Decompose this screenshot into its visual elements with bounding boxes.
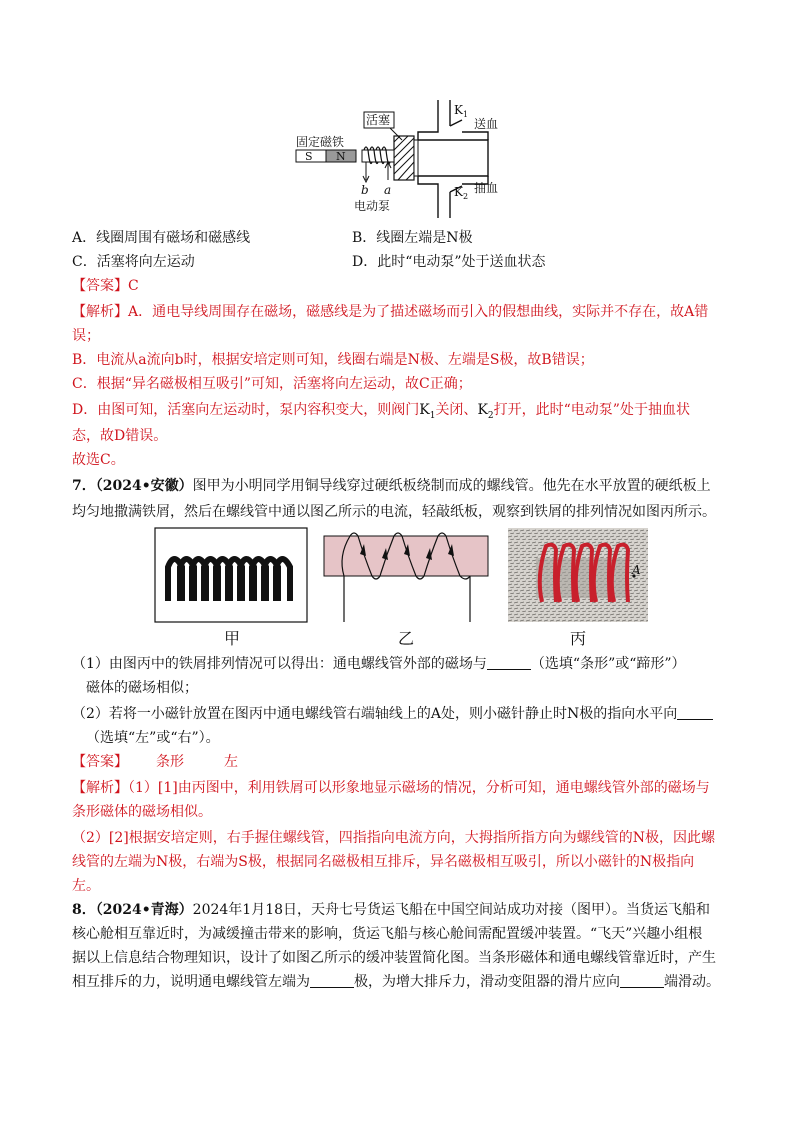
figure-jia xyxy=(154,527,309,623)
q7-explanation-2-end: 左。 xyxy=(72,878,100,894)
q7-number: 7． xyxy=(72,478,96,494)
k2-symbol: K xyxy=(477,402,488,418)
q6-exp-d-k2 xyxy=(477,402,494,421)
q8-source: （2024•青海） xyxy=(95,902,193,918)
q6-conclusion: 故选C。 xyxy=(72,452,125,468)
pump-label: 电动泵 xyxy=(354,199,391,213)
q7-stem-line1 xyxy=(72,476,711,496)
q6-explanation-b: B．电流从a流向b时，根据安培定则可知，线圈右端是N极、左端是S极，故B错误； xyxy=(72,352,594,368)
figure-yi xyxy=(320,528,492,622)
q7-sub1 xyxy=(72,654,686,674)
caption-bing: 丙 xyxy=(569,629,586,648)
q8-stem-line2: 核心舱相互靠近时，为减缓撞击带来的影响，货运飞船与核心舱间需配置缓冲装置。“飞天”兴趣小组根 xyxy=(72,926,703,942)
q8-blank1[interactable] xyxy=(310,973,354,988)
valve-k2-sub: 2 xyxy=(463,192,469,201)
q8-number: 8． xyxy=(72,902,96,918)
valve-k1-sub: 1 xyxy=(463,110,469,119)
q8-stem4-text1: 相互排斥的力，说明通电螺线管左端为 xyxy=(72,974,310,990)
option-b: B．线圈左端是N极 xyxy=(352,230,473,246)
piston-label: 活塞 xyxy=(366,113,391,127)
lead-a-label: a xyxy=(384,183,392,197)
q6-explanation-a: 【解析】A．通电导线周围存在磁场，磁感线是为了描述磁场而引入的假想曲线，实际并不存在，故A错 xyxy=(72,304,709,320)
q6-exp-d-part2: 关闭、 xyxy=(435,402,478,418)
q6-exp-d-k1 xyxy=(419,402,436,421)
option-c: C．活塞将向左运动 xyxy=(72,254,195,270)
q7-answer xyxy=(72,752,238,772)
k1-symbol: K xyxy=(419,402,430,418)
q6-answer: 【答案】C xyxy=(72,278,139,294)
q6-explanation-d-cont: 态，故D错误。 xyxy=(72,428,168,444)
fixed-magnet-label: 固定磁铁 xyxy=(296,135,345,149)
q7-sub2-text1: （2）若将一小磁针放置在图丙中通电螺线管右端轴线上的A处，则小磁针静止时N极的指向水平向 xyxy=(72,706,678,722)
caption-yi: 乙 xyxy=(397,629,414,648)
option-d: D．此时“电动泵”处于送血状态 xyxy=(352,254,546,270)
q6-explanation-a-cont: 误； xyxy=(72,328,100,344)
q6-explanation-c: C．根据“异名磁极相互吸引”可知，活塞将向左运动，故C正确； xyxy=(72,376,472,392)
q8-stem4-text3: 端滑动。 xyxy=(664,974,720,990)
q7-sub2 xyxy=(72,704,713,724)
q7-blank2[interactable] xyxy=(677,705,713,720)
q8-stem-line1 xyxy=(72,900,710,920)
q7-sub2-cont: （选填“左”或“右”）。 xyxy=(86,730,220,746)
figure-bing xyxy=(508,528,648,622)
q7-explanation-1-cont: 条形磁体的磁场相似。 xyxy=(72,804,212,820)
q7-answer-1: 条形 xyxy=(156,754,184,770)
pump-diagram xyxy=(290,96,510,222)
iron-filings-photo-svg xyxy=(508,528,648,622)
q8-stem-line3: 据以上信息结合物理知识，设计了如图乙所示的缓冲装置简化图。当条形磁体和通电螺线管靠近时，产生 xyxy=(72,950,716,966)
q7-explanation-2-cont: 线管的左端为N极，右端为S极，根据同名磁极相互排斥，异名磁极相互吸引，所以小磁针的N极指向 xyxy=(72,854,695,870)
valve-k2-label: K xyxy=(454,185,463,199)
option-a: A．线圈周围有磁场和磁感线 xyxy=(72,230,251,246)
coil-cardboard-svg xyxy=(154,527,309,623)
send-blood-label: 送血 xyxy=(474,117,499,131)
q7-explanation-2: （2）[2]根据安培定则，右手握住螺线管，四指指向电流方向，大拇指所指方向为螺线管的N极，因此螺 xyxy=(72,830,715,846)
q6-exp-d-part3: 打开，此时“电动泵”处于抽血状 xyxy=(493,402,690,418)
pump-diagram-svg xyxy=(290,96,510,222)
magnet-n-label: N xyxy=(336,150,346,163)
magnet-s-label: S xyxy=(305,150,313,163)
q8-stem-text1: 2024年1月18日，天舟七号货运飞船在中国空间站成功对接（图甲）。当货运飞船和 xyxy=(192,902,711,918)
k1-sub: 1 xyxy=(429,410,436,421)
draw-blood-label: 抽血 xyxy=(474,181,499,195)
q7-stem-text1: 图甲为小明同学用铜导线穿过硬纸板绕制而成的螺线管。他先在水平放置的硬纸板上 xyxy=(192,478,711,494)
lead-b-label: b xyxy=(361,183,369,197)
q7-sub1-text1: （1）由图丙中的铁屑排列情况可以得出：通电螺线管外部的磁场与 xyxy=(72,656,487,672)
q8-stem4-text2: 极，为增大排斥力，滑动变阻器的滑片应向 xyxy=(354,974,620,990)
caption-jia: 甲 xyxy=(223,629,240,648)
q7-answer-2: 左 xyxy=(224,754,238,770)
point-a-label: A xyxy=(632,563,641,577)
q8-stem-line4 xyxy=(72,972,720,992)
q7-sub1-text2: （选填“条形”或“蹄形”） xyxy=(530,656,686,672)
solenoid-current-svg xyxy=(320,528,492,622)
q7-answer-label: 【答案】 xyxy=(72,754,128,770)
q8-blank2[interactable] xyxy=(620,973,664,988)
q7-source: （2024•安徽） xyxy=(95,478,193,494)
valve-k1-label: K xyxy=(454,103,463,117)
q7-blank1[interactable] xyxy=(487,655,531,670)
k2-sub: 2 xyxy=(487,410,494,421)
q6-explanation-d xyxy=(72,400,690,426)
q7-stem-line2: 均匀地撒满铁屑，然后在螺线管中通以图乙所示的电流，轻敲纸板，观察到铁屑的排列情况如图丙所示。 xyxy=(72,504,716,520)
q6-exp-d-part1: D．由图可知，活塞向左运动时，泵内容积变大，则阀门 xyxy=(72,402,420,418)
q7-explanation-1: 【解析】（1）[1]由丙图中，利用铁屑可以形象地显示磁场的情况，分析可知，通电螺线管外部的磁场与 xyxy=(72,780,710,796)
q7-sub1-cont: 磁体的磁场相似； xyxy=(86,680,198,696)
